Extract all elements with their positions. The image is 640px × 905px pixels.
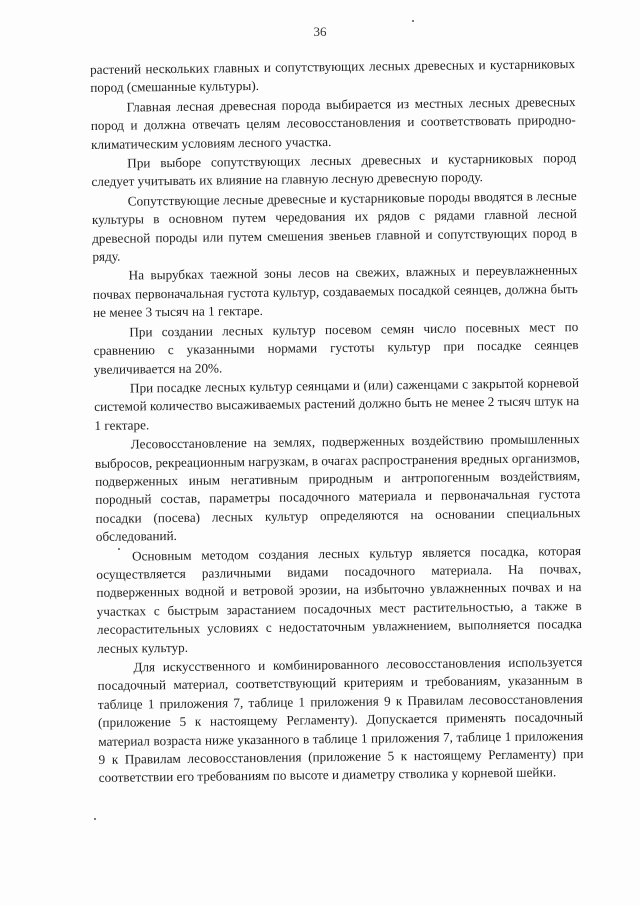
scan-speck	[412, 20, 414, 22]
paragraph-3: При выборе сопутствующих лесных древесных и кустарниковых пород следует учитывать их влияние на главную лесную древесную породу.	[91, 150, 577, 190]
paragraph-2: Главная лесная древесная порода выбирается из местных лесных древесных пород и должна отвечать целям лесовосстановления и соответствовать природно-климатическим условиям лесного участка.	[90, 93, 576, 152]
paragraph-5: На вырубках таежной зоны лесов на свежих, влажных и переувлажненных почвах первоначальная густота культур, создаваемых посадкой сеянцев, должна быть не менее 3 тысяч на 1 гектаре.	[92, 262, 578, 321]
paragraph-8: Лесовосстановление на землях, подверженных воздействию промышленных выбросов, рекреационным нагрузкам, в очагах распространения вредных организмов, подверженных иным негативным природным и антропогенным воздействиям, породный состав, параметры посадочного материала и первоначальная густота посадки (посева) лесных культур определяются на основании специальных обследований.	[94, 431, 581, 545]
paragraph-7: При посадке лесных культур сеянцами и (или) саженцами с закрытой корневой системой количество высаживаемых растений должно быть не менее 2 тысяч штук на 1 гектаре.	[94, 374, 580, 433]
paragraph-1: растений нескольких главных и сопутствующих лесных древесных и кустарниковых пород (смешанные культуры).	[90, 56, 576, 96]
paragraph-6: При создании лесных культур посевом семян число посевных мест по сравнению с указанными нормами густоты культур при посадке сеянцев увеличивается на 20%.	[93, 318, 579, 377]
scan-speck	[94, 818, 96, 820]
scan-speck	[118, 548, 120, 550]
page-number: 36	[313, 24, 327, 39]
paragraph-9: Основным методом создания лесных культур является посадка, которая осуществляется различными видами посадочного материала. На почвах, подверженных водной и ветровой эрозии, на избыточно увлажненных почвах и на участках с быстрым зарастанием посадочных мест растительностью, а также в лесорастительных условиях с недостаточным увлажнением, выполняется посадка лесных культур.	[96, 542, 583, 656]
document-body	[90, 55, 584, 788]
paragraph-10: Для искусственного и комбинированного лесовосстановления используется посадочный материал, соответствующий критериям и требованиям, указанным в таблице 1 приложения 7, таблице 1 приложения 9 к Правилам лесовосстановления (приложение 5 к настоящему Регламенту). Допускается применять посадочный материал возраста ниже указанного в таблице 1 приложения 7, таблице 1 приложения 9 к Правилам лесовосстановления (приложение 5 к настоящему Регламенту) при соответствии его требованиям по высоте и диаметру стволика у корневой шейки.	[97, 654, 584, 786]
paragraph-4: Сопутствующие лесные древесные и кустарниковые породы вводятся в лесные культуры в основном путем чередования их рядов с рядами главной лесной древесной породы или путем смешения звеньев главной и сопутствующих пород в ряду.	[91, 187, 578, 265]
